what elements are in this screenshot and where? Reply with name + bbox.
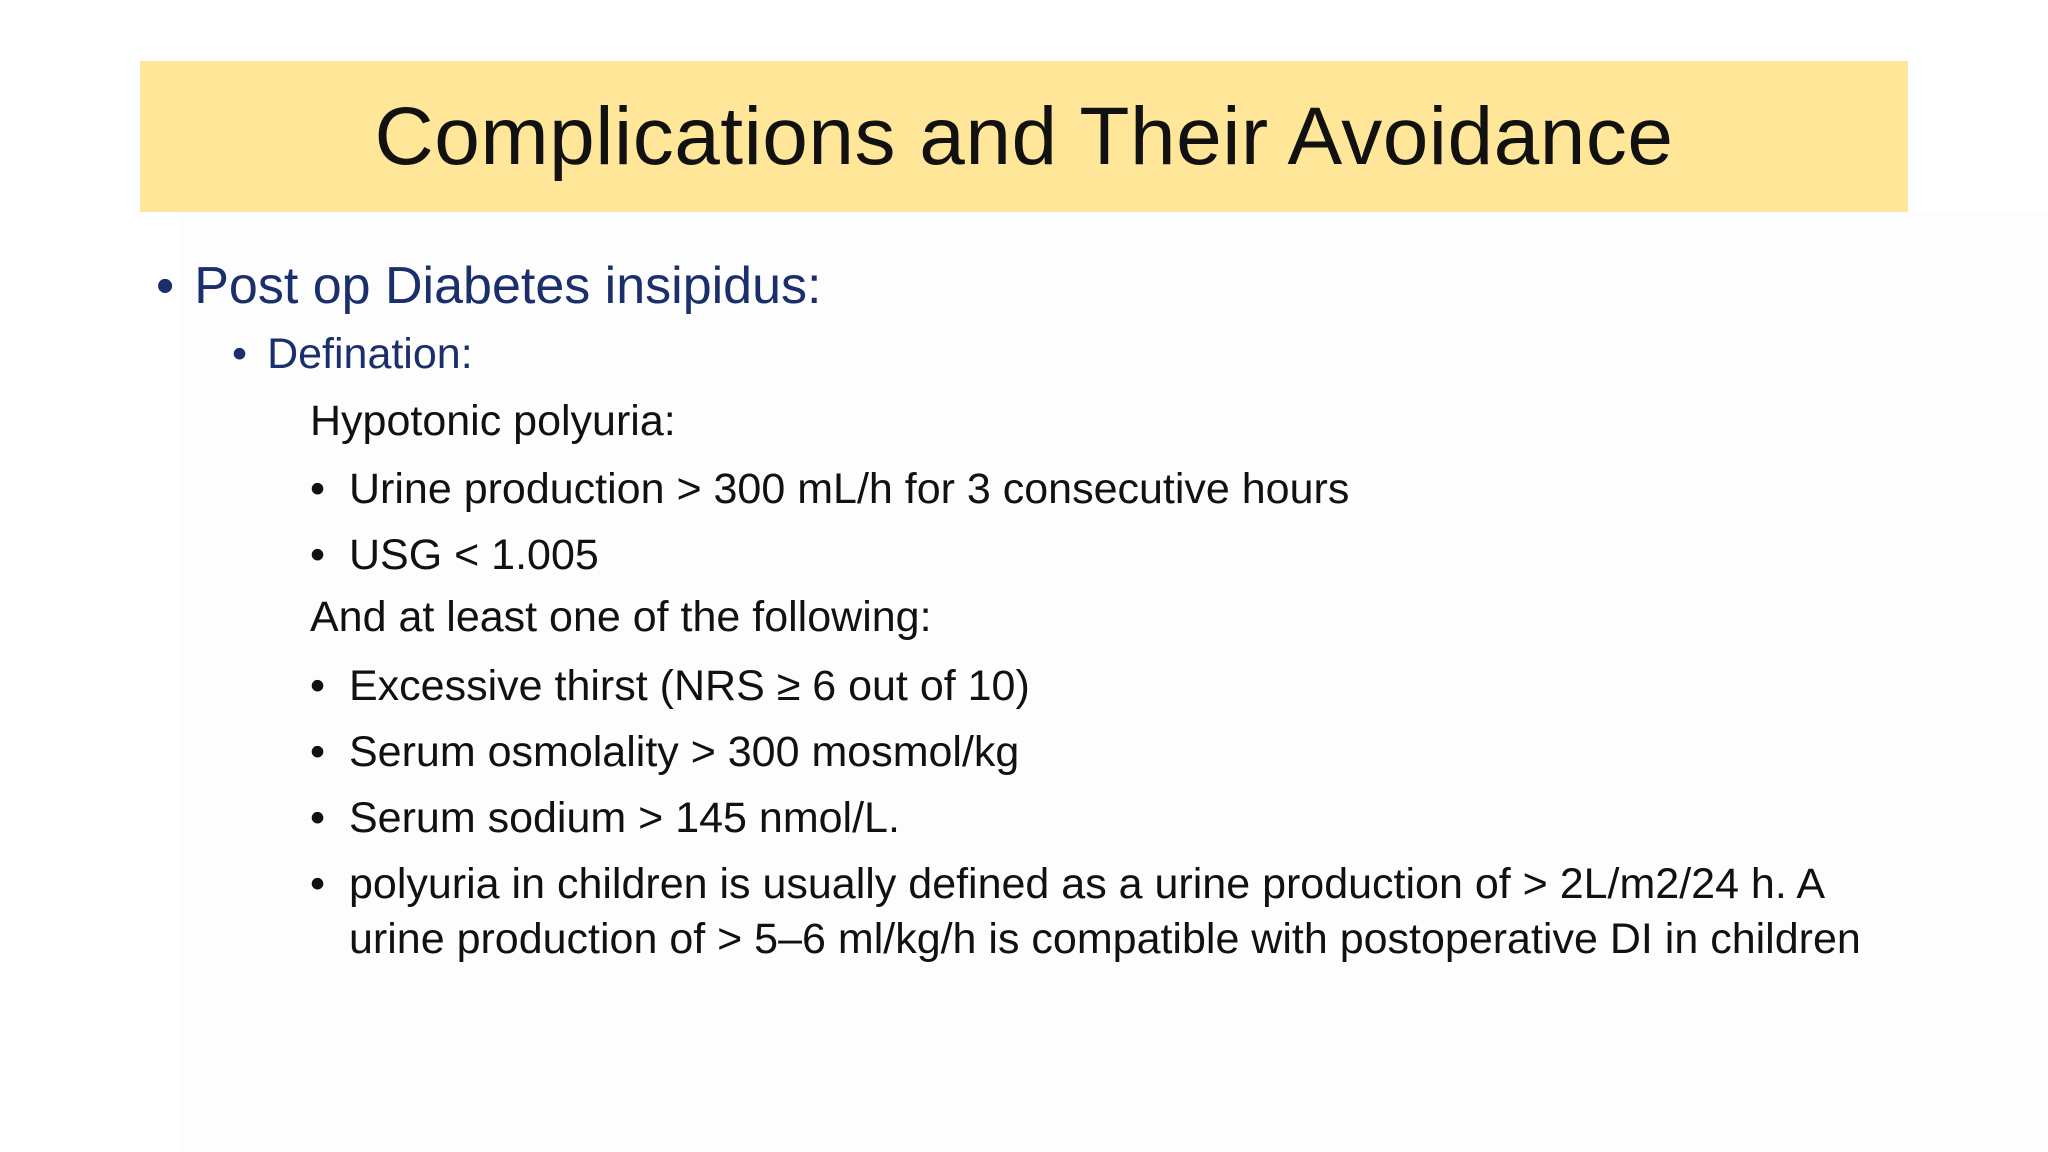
criteria-text: polyuria in children is usually defined as a urine production of > 2L/m2/24 h. A urine production of > 5–6 ml/kg/h is compatible with postoperative DI in children <box>349 860 1861 963</box>
criteria-text: Serum sodium > 145 nmol/L. <box>349 794 900 842</box>
slide-title: Complications and Their Avoidance <box>374 90 1674 182</box>
criteria-item <box>310 659 1910 714</box>
bullet-dot: • <box>310 728 326 776</box>
bullet-label: Post op Diabetes insipidus: <box>194 257 822 315</box>
criteria-text: Excessive thirst (NRS ≥ 6 out of 10) <box>349 662 1030 710</box>
criteria-text: Serum osmolality > 300 mosmol/kg <box>349 728 1020 776</box>
heading-additional-criteria: And at least one of the following: <box>310 593 932 641</box>
criteria-text: USG < 1.005 <box>349 531 599 579</box>
bullet-label: Defination: <box>267 330 473 378</box>
criteria-item <box>310 528 1910 583</box>
bullet-dot: • <box>156 257 175 315</box>
bullet-dot: • <box>310 794 326 842</box>
criteria-item <box>310 857 1910 967</box>
criteria-item <box>310 725 1910 780</box>
title-banner <box>140 61 1908 212</box>
heading-hypotonic-polyuria: Hypotonic polyuria: <box>310 397 676 445</box>
bullet-dot: • <box>310 531 326 579</box>
bullet-dot: • <box>310 860 326 908</box>
bullet-dot: • <box>310 465 326 513</box>
criteria-text: Urine production > 300 mL/h for 3 consecutive hours <box>349 465 1350 513</box>
criteria-item <box>310 791 1910 846</box>
bullet-dot: • <box>232 330 248 378</box>
bullet-dot: • <box>310 662 326 710</box>
bullet-definition <box>232 330 473 379</box>
criteria-item <box>310 462 1910 517</box>
bullet-post-op-di <box>156 256 821 316</box>
